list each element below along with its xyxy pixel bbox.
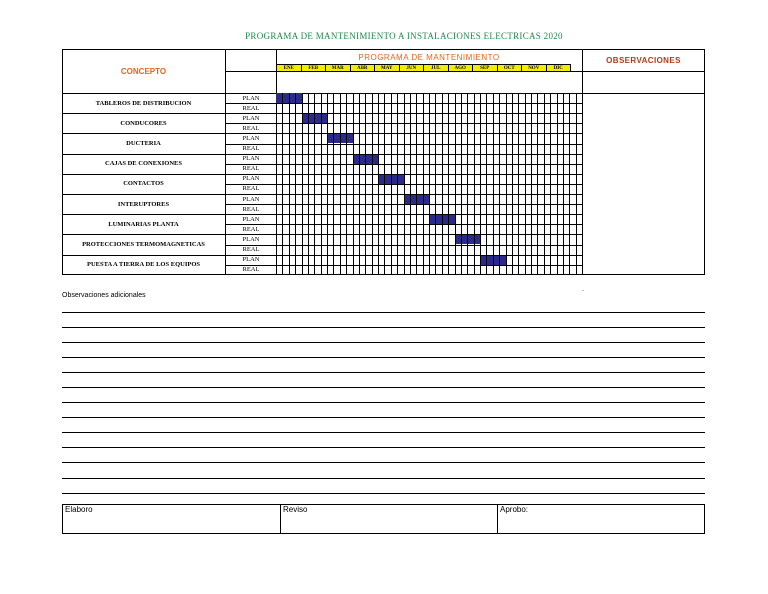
month-oct: OCT <box>497 64 523 72</box>
real-label: REAL <box>242 104 260 112</box>
month-jul: JUL <box>423 64 449 72</box>
plan-label: PLAN <box>242 155 260 163</box>
concept-cell: PROTECCIONES TERMOMAGNETICAS <box>82 240 205 248</box>
reviso-label: Reviso <box>283 505 308 514</box>
row-separator <box>62 154 582 155</box>
month-nov: NOV <box>521 64 547 72</box>
week-gridline <box>333 93 334 275</box>
week-gridline <box>391 93 392 275</box>
header-mid-line <box>225 71 582 72</box>
real-label: REAL <box>242 185 260 193</box>
week-gridline <box>289 93 290 275</box>
month-ene: ENE <box>276 64 302 72</box>
row-separator <box>62 194 582 195</box>
concept-cell: PUESTA A TIERRA DE LOS EQUIPOS <box>86 261 200 269</box>
week-gridline <box>378 93 379 275</box>
week-gridline <box>474 93 475 275</box>
aprobo-box[interactable] <box>497 504 705 534</box>
row-separator <box>62 113 582 114</box>
concept-cell: CONDUCORES <box>120 119 167 127</box>
week-gridline <box>321 93 322 275</box>
month-mar: MAR <box>325 64 351 72</box>
week-gridline <box>550 93 551 275</box>
week-gridline <box>512 93 513 275</box>
row-separator <box>62 174 582 175</box>
week-gridline <box>410 93 411 275</box>
planreal-divider <box>276 49 277 275</box>
real-label: REAL <box>242 205 260 213</box>
week-gridline <box>506 93 507 275</box>
row-separator <box>62 214 582 215</box>
observation-line[interactable] <box>62 342 705 343</box>
real-label: REAL <box>242 145 260 152</box>
week-gridline <box>282 93 283 275</box>
month-dic: DIC <box>546 64 572 72</box>
real-label: REAL <box>242 165 260 173</box>
week-gridline <box>359 93 360 275</box>
week-gridline <box>448 93 449 275</box>
observations-header: OBSERVACIONES <box>606 55 681 65</box>
observations-divider <box>582 49 583 275</box>
concept-cell: LUMINARIAS PLANTA <box>108 220 179 228</box>
week-gridline <box>499 93 500 275</box>
plan-label: PLAN <box>242 256 260 264</box>
aprobo-label: Aprobo: <box>500 505 529 514</box>
week-gridline <box>295 93 296 275</box>
plan-label: PLAN <box>242 134 260 142</box>
concept-cell: CAJAS DE CONEXIONES <box>105 160 182 168</box>
week-gridline <box>518 93 519 275</box>
elaboro-label: Elaboro <box>65 505 93 514</box>
week-gridline <box>467 93 468 275</box>
week-gridline <box>340 93 341 275</box>
concept-cell: CONTACTOS <box>123 180 164 188</box>
month-sep: SEP <box>472 64 498 72</box>
row-separator <box>62 234 582 235</box>
observation-line[interactable] <box>62 417 705 418</box>
month-feb: FEB <box>301 64 327 72</box>
week-gridline <box>404 93 405 275</box>
plan-label: PLAN <box>242 195 260 203</box>
month-abr: ABR <box>350 64 376 72</box>
week-gridline <box>442 93 443 275</box>
observation-line[interactable] <box>62 402 705 403</box>
week-gridline <box>314 93 315 275</box>
observation-line[interactable] <box>62 493 705 494</box>
week-gridline <box>365 93 366 275</box>
week-gridline <box>525 93 526 275</box>
week-gridline <box>557 93 558 275</box>
week-gridline <box>416 93 417 275</box>
program-header: PROGRAMA DE MANTENIMIENTO <box>358 52 500 62</box>
month-jun: JUN <box>399 64 425 72</box>
observation-line[interactable] <box>62 327 705 328</box>
observation-line[interactable] <box>62 387 705 388</box>
real-label: REAL <box>242 246 260 253</box>
week-gridline <box>531 93 532 275</box>
concept-cell: INTERUPTORES <box>117 200 170 208</box>
week-gridline <box>302 93 303 275</box>
week-gridline <box>544 93 545 275</box>
additional-observations-title: Observaciones adicionales <box>62 292 146 299</box>
obs-header-line <box>582 71 705 72</box>
observation-line[interactable] <box>62 312 705 313</box>
observation-line[interactable] <box>62 432 705 433</box>
week-gridline <box>397 93 398 275</box>
week-gridline <box>563 93 564 275</box>
plan-label: PLAN <box>242 94 260 102</box>
week-gridline <box>461 93 462 275</box>
observation-line[interactable] <box>62 372 705 373</box>
plan-label: PLAN <box>242 175 260 183</box>
week-gridline <box>353 93 354 275</box>
concept-cell: TABLEROS DE DISTRIBUCION <box>95 99 192 107</box>
week-gridline <box>486 93 487 275</box>
elaboro-box[interactable] <box>62 504 281 534</box>
real-label: REAL <box>242 266 260 274</box>
week-gridline <box>429 93 430 275</box>
reviso-box[interactable] <box>280 504 498 534</box>
real-label: REAL <box>242 225 260 233</box>
week-gridline <box>455 93 456 275</box>
row-separator <box>62 255 582 256</box>
observation-line[interactable] <box>62 478 705 479</box>
week-gridline <box>384 93 385 275</box>
observation-line[interactable] <box>62 357 705 358</box>
real-label: REAL <box>242 124 260 132</box>
week-gridline <box>423 93 424 275</box>
month-ago: AGO <box>448 64 474 72</box>
week-gridline <box>576 93 577 275</box>
concept-header: CONCEPTO <box>120 66 167 76</box>
plan-label: PLAN <box>242 215 260 223</box>
week-gridline <box>493 93 494 275</box>
week-gridline <box>372 93 373 275</box>
week-gridline <box>346 93 347 275</box>
week-gridline <box>327 93 328 275</box>
week-gridline <box>537 93 538 275</box>
week-gridline <box>480 93 481 275</box>
month-may: MAY <box>374 64 400 72</box>
week-gridline <box>435 93 436 275</box>
observation-line[interactable] <box>62 447 705 448</box>
stray-mark: . <box>582 286 584 293</box>
week-gridline <box>569 93 570 275</box>
row-separator <box>62 133 582 134</box>
week-gridline <box>308 93 309 275</box>
document-title: PROGRAMA DE MANTENIMIENTO A INSTALACIONES ELECTRICAS 2020 <box>245 31 563 41</box>
observation-line[interactable] <box>62 462 705 463</box>
plan-label: PLAN <box>242 235 260 243</box>
plan-label: PLAN <box>242 114 260 122</box>
concept-cell: DUCTERIA <box>126 139 161 147</box>
